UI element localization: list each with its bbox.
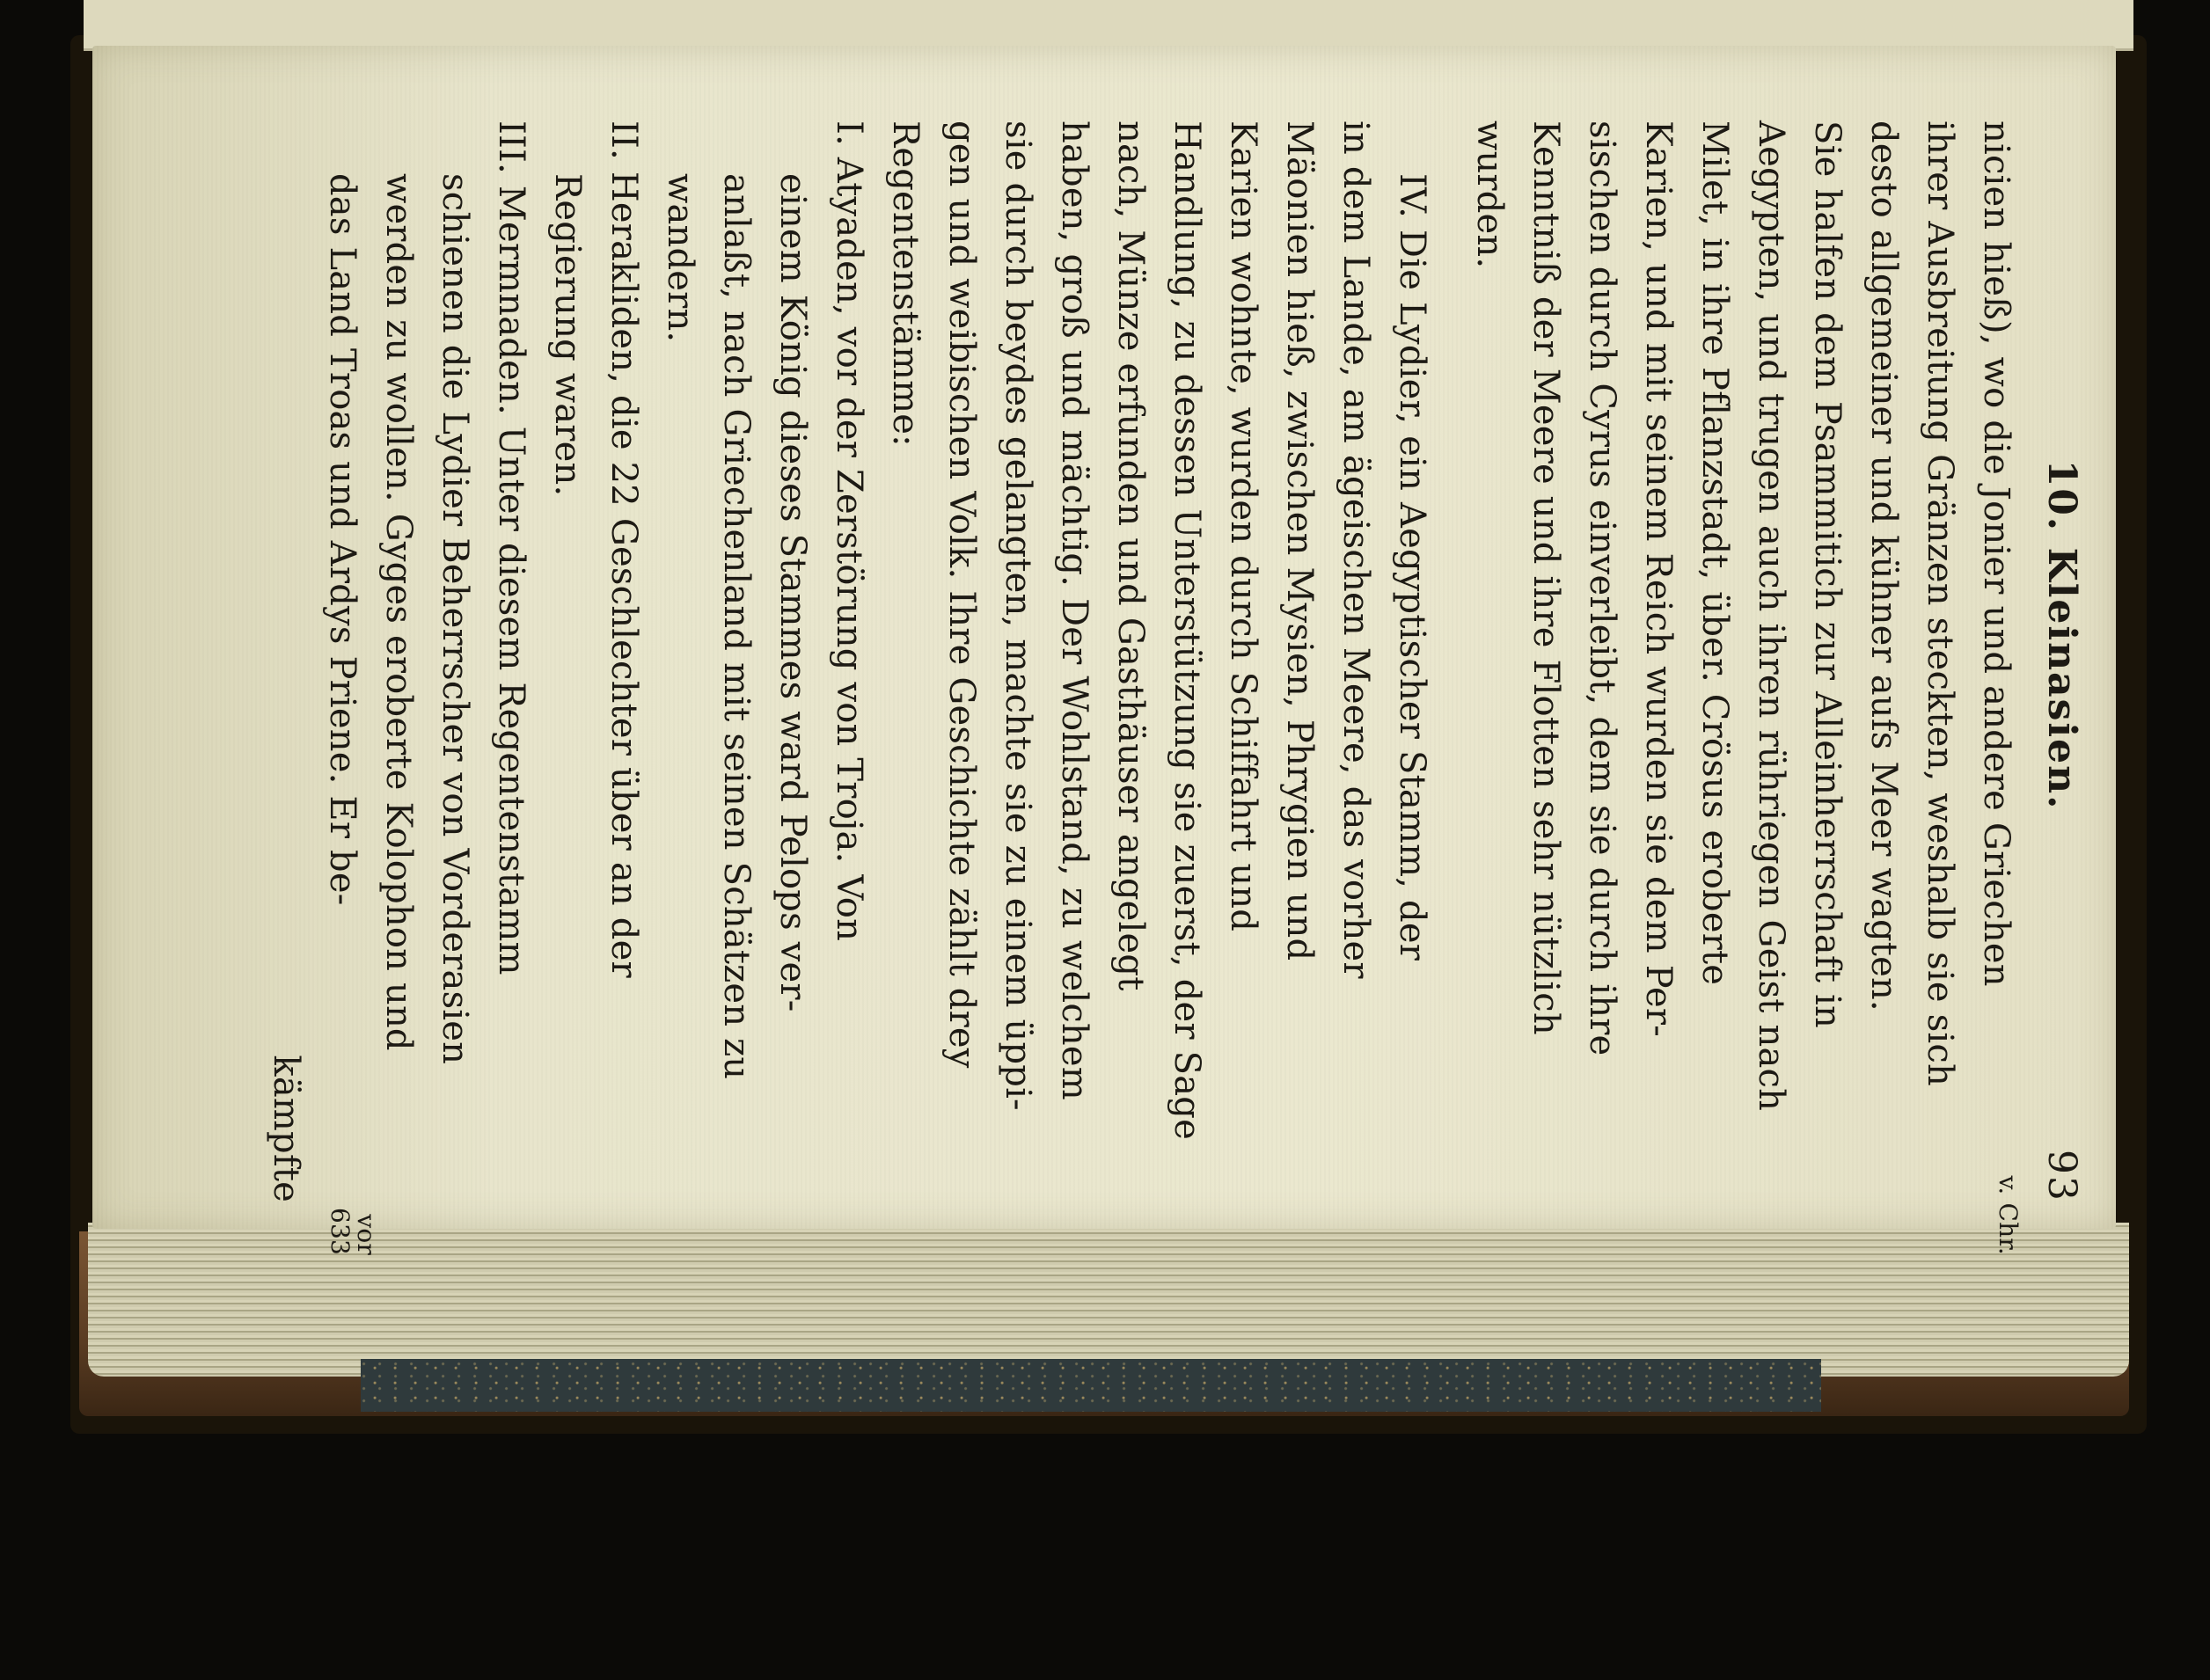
running-title: 10. Kleinasien. xyxy=(2039,459,2084,811)
catchword-row xyxy=(258,121,314,1202)
page-block-edges xyxy=(88,1223,2129,1377)
text-line: Sie halfen dem Psammitich zur Alleinherrschaft in xyxy=(1807,121,1848,1029)
text-line: Karien wohnte, wurden durch Schiffahrt und xyxy=(1223,121,1263,932)
running-head xyxy=(2024,121,2089,1202)
text-line: II. Herakliden, die 22 Geschlechter über an der xyxy=(604,121,644,978)
text-line: schienen die Lydier Beherrscher von Vorderasien xyxy=(435,173,475,1065)
page-number: 93 xyxy=(2039,1150,2084,1202)
text-line: in dem Lande, am ägeischen Meere, das vorher xyxy=(1336,121,1376,979)
margin-note-year-label: vor xyxy=(352,1214,381,1255)
margin-note-era: v. Chr. xyxy=(1994,1175,2023,1255)
book-page xyxy=(92,46,2116,1255)
text-line: III. Mermnaden. Unter diesem Regentenstamm xyxy=(491,121,531,975)
text-line: wurden. xyxy=(1469,121,1510,269)
text-line: Kenntniß der Meere und ihre Flotten sehr nützlich xyxy=(1526,121,1566,1035)
text-line: Aegypten, und trugen auch ihren rühriegen Geist nach xyxy=(1751,121,1791,1112)
text-line: anlaßt, nach Griechenland mit seinen Schätzen zu xyxy=(716,173,757,1080)
text-line: Regierung waren. xyxy=(547,173,588,497)
text-line: Handlung, zu dessen Unterstützung sie zuerst, der Sage xyxy=(1167,121,1207,1140)
text-line: das Land Troas und Ardys Priene. Er be- xyxy=(322,173,362,906)
text-line: nicien hieß), wo die Jonier und andere Griechen xyxy=(1976,121,2016,987)
margin-note-year: 633 xyxy=(326,1207,355,1255)
text-line: wandern. xyxy=(660,173,700,343)
text-line: desto allgemeiner und kühner aufs Meer wagten. xyxy=(1863,121,1904,1012)
text-line: I. Atyaden, vor der Zerstörung von Troja. Von xyxy=(829,121,869,942)
text-line: ihrer Ausbreitung Gränzen steckten, weshalb sie sich xyxy=(1920,121,1960,1086)
text-line: Regentenstämme: xyxy=(885,121,926,447)
text-line: einem König dieses Stammes ward Pelops ver- xyxy=(772,173,813,1012)
text-line: Mäonien hieß, zwischen Mysien, Phrygien und xyxy=(1279,121,1320,961)
text-line: Milet, in ihre Pflanzstadt, über. Crösus eroberte xyxy=(1694,121,1735,986)
text-line: Karien, und mit seinem Reich wurden sie dem Per- xyxy=(1638,121,1679,1037)
body-text xyxy=(314,121,2024,1255)
text-line: sischen durch Cyrus einverleibt, dem sie durch ihre xyxy=(1582,121,1622,1056)
catchword: kämpfte xyxy=(266,1055,306,1202)
text-line: nach, Münze erfunden und Gasthäuser angelegt xyxy=(1110,121,1151,991)
page-text-block xyxy=(172,121,2089,1255)
facing-page-edge xyxy=(84,0,2133,51)
marbled-binding xyxy=(361,1359,1821,1412)
text-line: sie durch beydes gelangten, machte sie zu einem üppi- xyxy=(998,121,1038,1111)
text-line: werden zu wollen. Gyges eroberte Kolophon und xyxy=(378,173,419,1051)
text-line: IV. Die Lydier, ein Aegyptischer Stamm, der xyxy=(1392,173,1432,961)
text-line: haben, groß und mächtig. Der Wohlstand, zu welchem xyxy=(1054,121,1094,1100)
text-line: gen und weibischen Volk. Ihre Geschichte zählt drey xyxy=(941,121,982,1069)
